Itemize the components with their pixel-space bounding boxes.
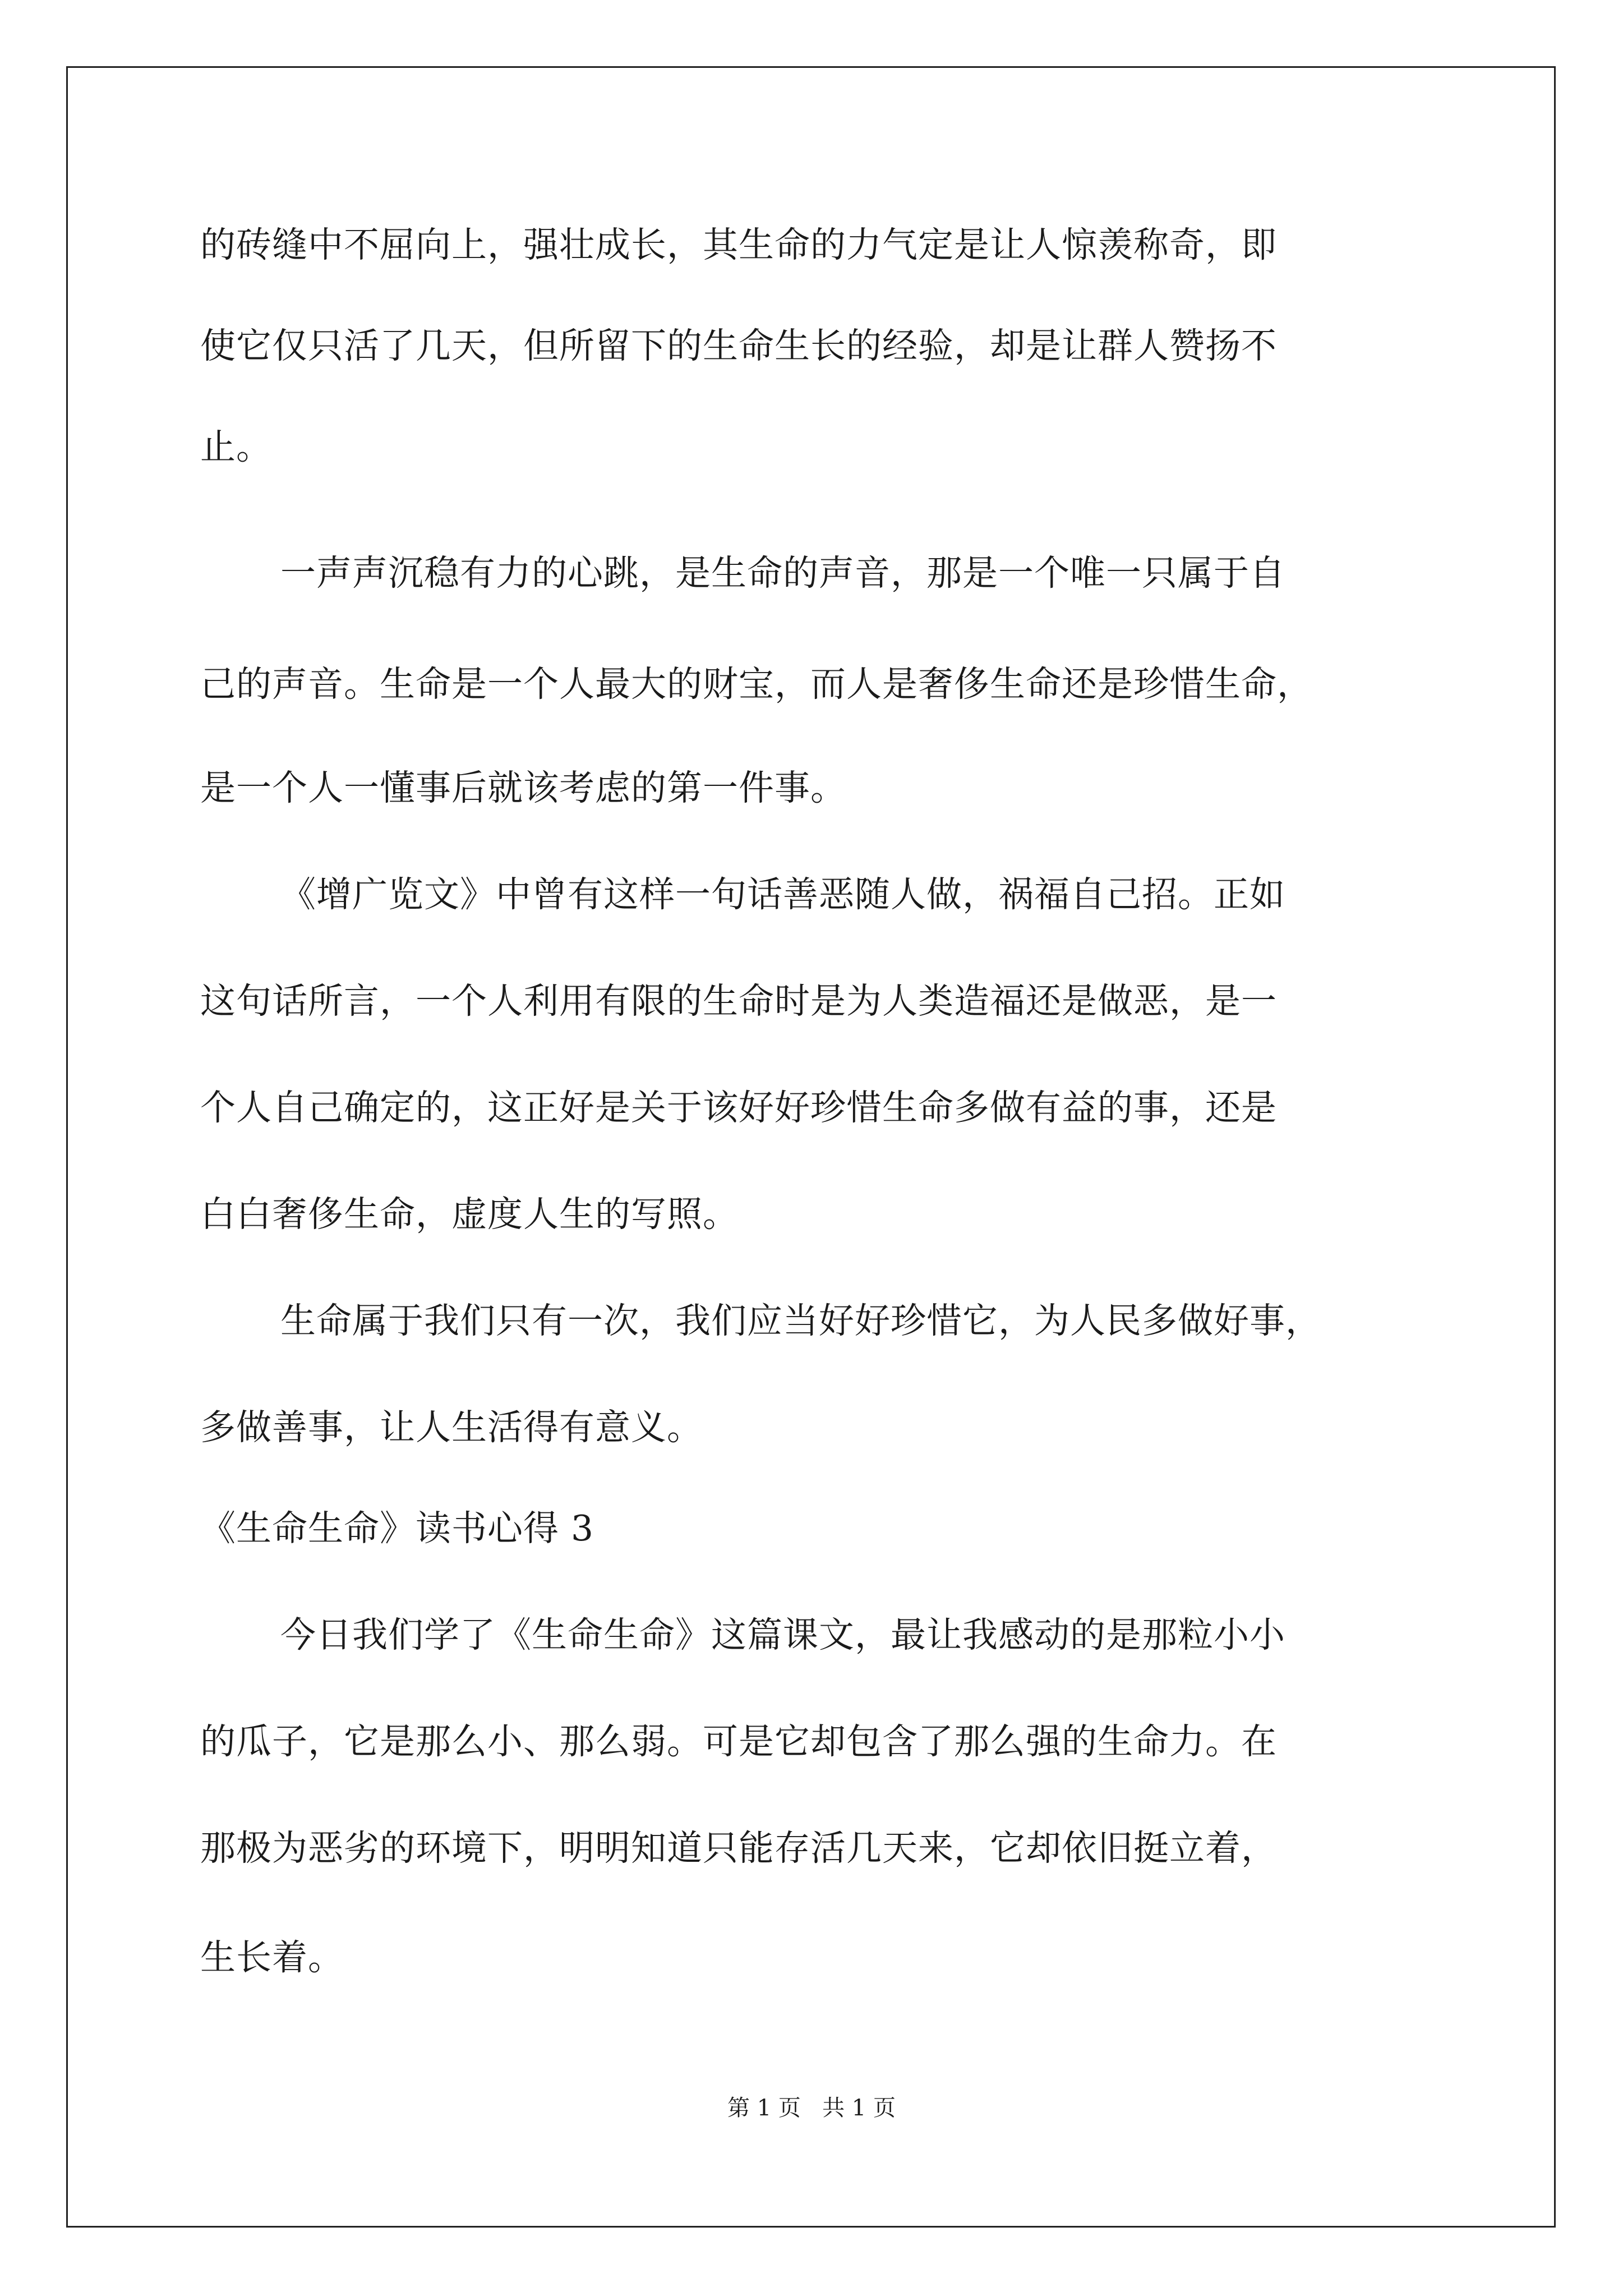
paragraph-line: 的砖缝中不屈向上，强壮成长，其生命的力气定是让人惊羡称奇，即: [200, 224, 1277, 265]
paragraph-line: 生命属于我们只有一次，我们应当好好珍惜它，为人民多做好事，: [280, 1300, 1321, 1341]
paragraph-line: 多做善事，让人生活得有意义。: [200, 1407, 703, 1448]
paragraph-line: 白白奢侈生命，虚度人生的写照。: [200, 1194, 739, 1235]
paragraph-line: 使它仅只活了几天，但所留下的生命生长的经验，却是让群人赞扬不: [200, 325, 1277, 366]
page-number-footer: 第 1 页 共 1 页: [727, 2095, 896, 2121]
paragraph-line: 止。: [200, 426, 272, 467]
page-border: [66, 66, 1556, 2228]
paragraph-line: 今日我们学了《生命生命》这篇课文，最让我感动的是那粒小小: [280, 1614, 1285, 1655]
paragraph-line: 个人自己确定的，这正好是关于该好好珍惜生命多做有益的事，还是: [200, 1087, 1277, 1128]
paragraph-line: 的瓜子，它是那么小、那么弱。可是它却包含了那么强的生命力。在: [200, 1721, 1277, 1762]
paragraph-line: 《增广览文》中曾有这样一句话善恶随人做，祸福自己招。正如: [280, 874, 1285, 915]
paragraph-line: 一声声沉稳有力的心跳，是生命的声音，那是一个唯一只属于自: [280, 553, 1285, 593]
section-heading: 《生命生命》读书心得 3: [200, 1508, 594, 1549]
paragraph-line: 己的声音。生命是一个人最大的财宝，而人是奢侈生命还是珍惜生命，: [200, 664, 1313, 705]
paragraph-line: 生长着。: [200, 1937, 344, 1978]
paragraph-line: 是一个人一懂事后就该考虑的第一件事。: [200, 767, 846, 808]
paragraph-line: 这句话所言，一个人利用有限的生命时是为人类造福还是做恶，是一: [200, 981, 1277, 1022]
paragraph-line: 那极为恶劣的环境下，明明知道只能存活几天来，它却依旧挺立着，: [200, 1828, 1277, 1869]
